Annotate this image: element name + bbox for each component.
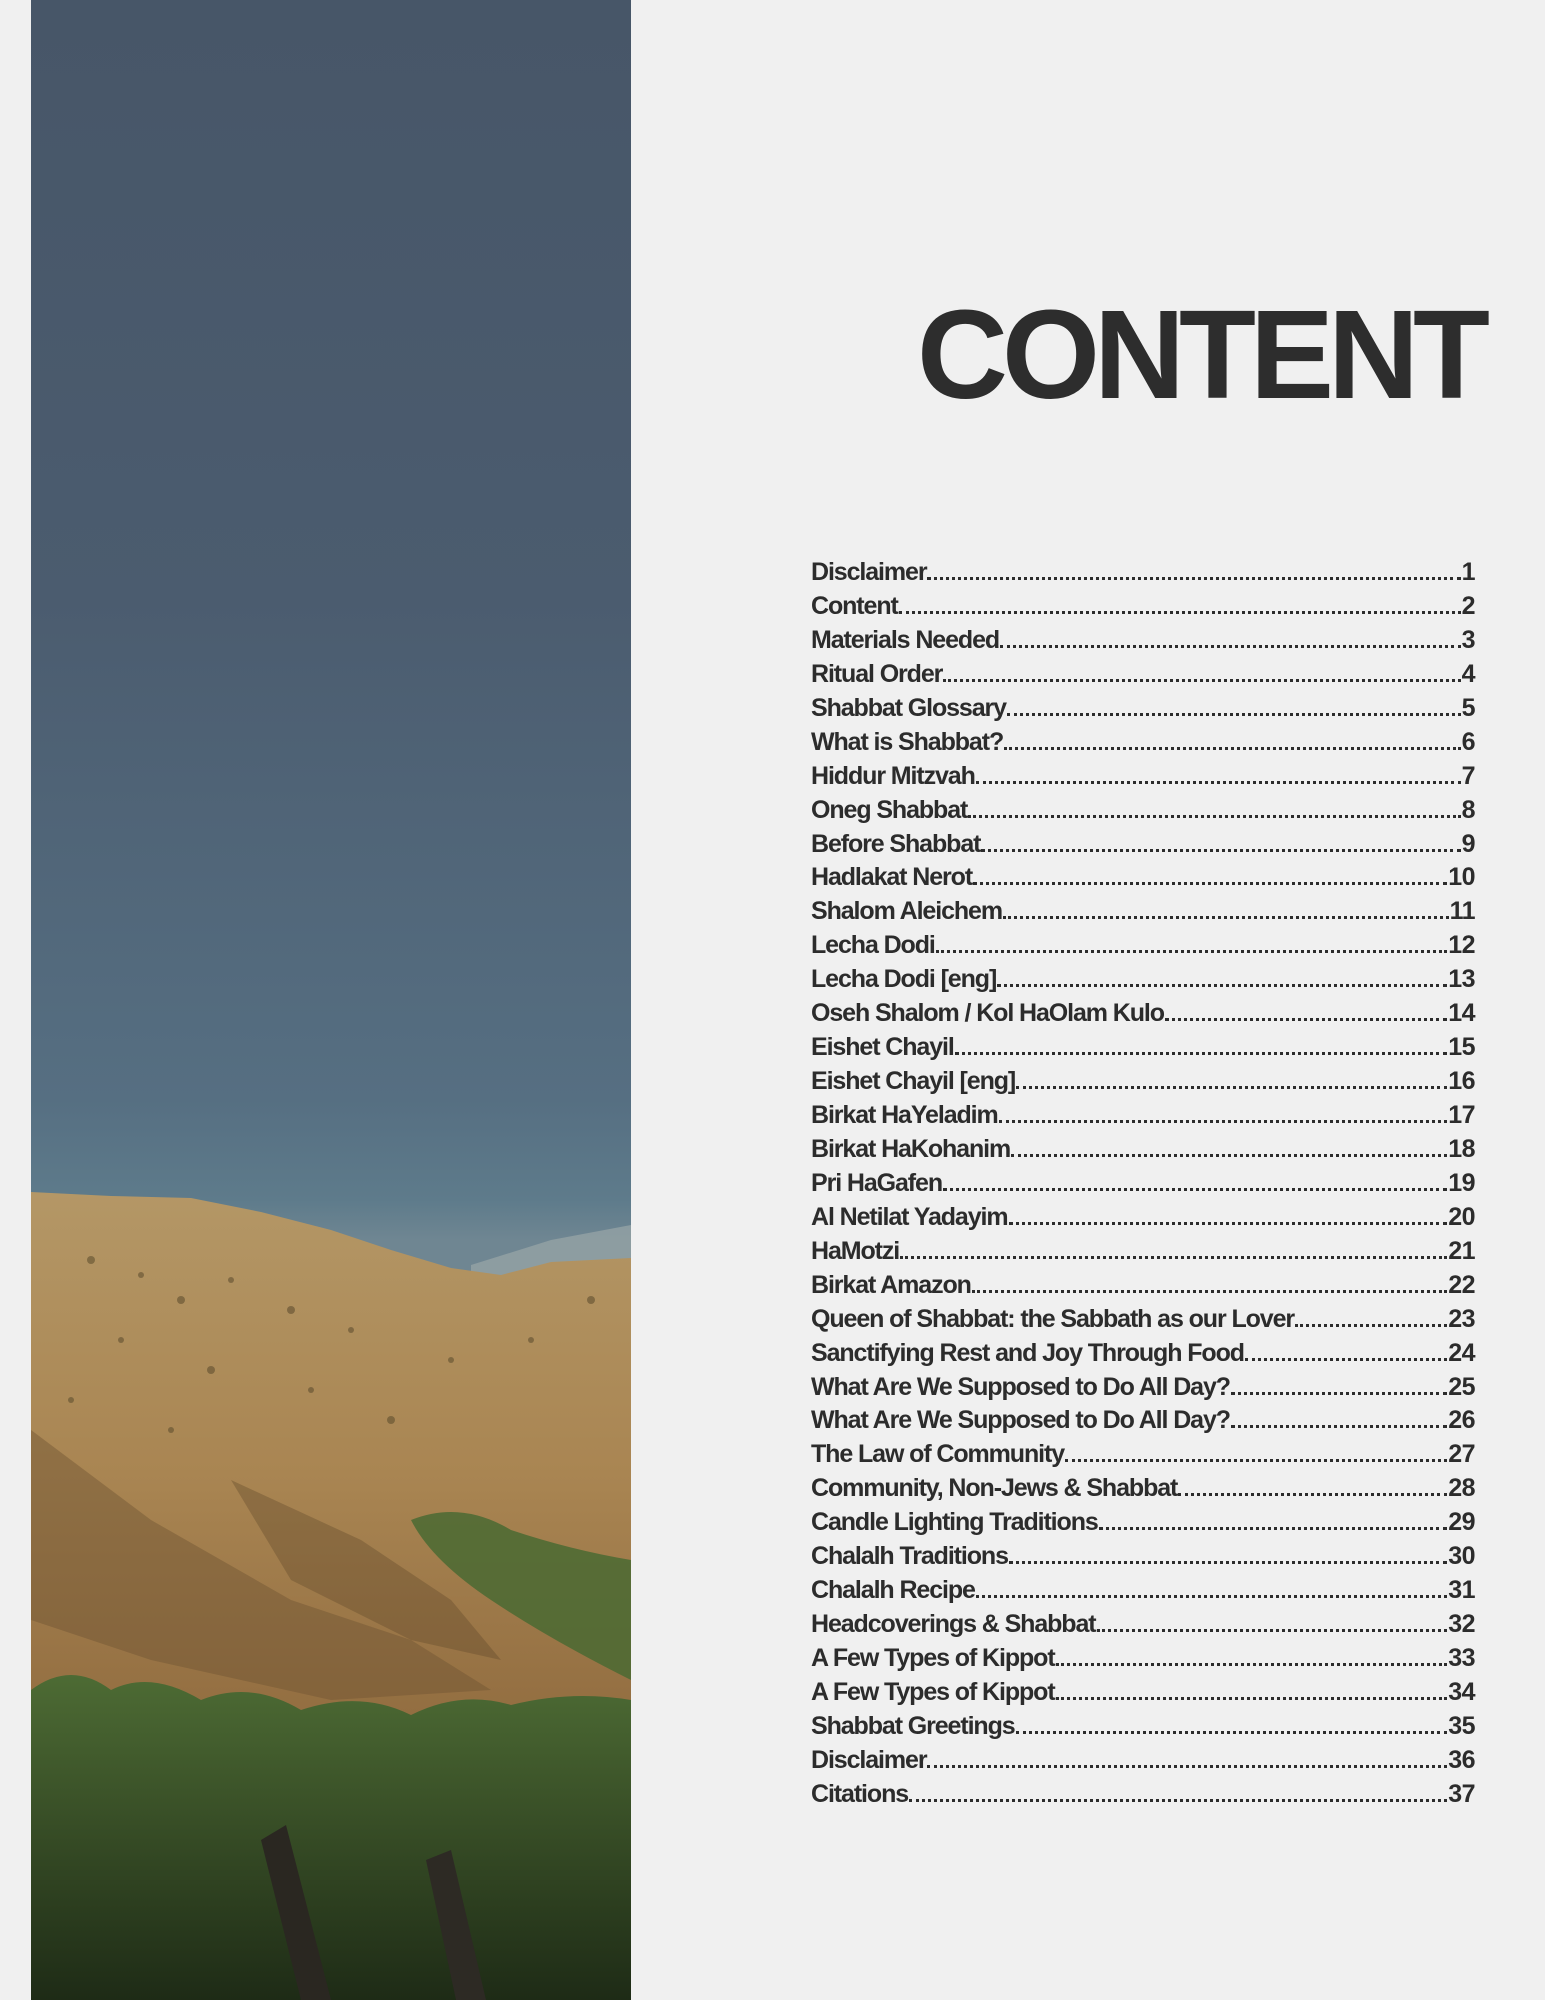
- toc-dot-leader: [927, 1759, 1447, 1768]
- toc-entry[interactable]: [811, 1440, 1475, 1474]
- toc-entry-label: Materials Needed: [811, 625, 1000, 654]
- toc-dot-leader: [936, 944, 1447, 953]
- toc-entry-label: Ritual Order: [811, 659, 943, 688]
- toc-entry-label: Shalom Aleichem: [811, 897, 1002, 926]
- toc-entry-label: What is Shabbat?: [811, 727, 1004, 756]
- toc-dot-leader: [1231, 1419, 1447, 1428]
- landscape-photo: [31, 0, 631, 2000]
- toc-entry-label: Hiddur Mitzvah: [811, 761, 975, 790]
- toc-dot-leader: [997, 978, 1447, 987]
- toc-entry[interactable]: [811, 1678, 1475, 1712]
- toc-entry-page-number: 37: [1448, 1779, 1475, 1808]
- toc-dot-leader: [1231, 1386, 1447, 1395]
- toc-entry-page-number: 9: [1461, 829, 1475, 858]
- toc-entry-label: A Few Types of Kippot: [811, 1644, 1055, 1672]
- toc-entry[interactable]: [811, 1135, 1475, 1169]
- toc-entry-page-number: 11: [1449, 897, 1475, 926]
- toc-entry[interactable]: [811, 1474, 1475, 1508]
- toc-dot-leader: [1065, 1453, 1447, 1462]
- toc-entry-page-number: 4: [1461, 659, 1475, 688]
- toc-entry-label: Headcoverings & Shabbat: [811, 1610, 1096, 1639]
- toc-dot-leader: [900, 1250, 1447, 1259]
- toc-dot-leader: [1295, 1318, 1447, 1327]
- toc-dot-leader: [1004, 741, 1460, 750]
- toc-entry-label: Birkat HaKohanim: [811, 1134, 1011, 1163]
- toc-entry-page-number: 24: [1448, 1338, 1475, 1367]
- toc-entry[interactable]: [811, 660, 1475, 694]
- toc-dot-leader: [927, 571, 1460, 580]
- toc-entry-page-number: 25: [1448, 1372, 1475, 1401]
- toc-entry[interactable]: [811, 1576, 1475, 1610]
- toc-entry-page-number: 7: [1461, 761, 1475, 790]
- toc-entry-label: Queen of Shabbat: the Sabbath as our Lover: [811, 1304, 1295, 1333]
- toc-dot-leader: [976, 1589, 1447, 1598]
- toc-dot-leader: [955, 1046, 1447, 1055]
- toc-dot-leader: [899, 605, 1461, 614]
- toc-dot-leader: [973, 876, 1447, 885]
- toc-dot-leader: [1097, 1623, 1448, 1632]
- toc-entry[interactable]: [811, 1339, 1475, 1373]
- toc-entry-label: Community, Non-Jews & Shabbat: [811, 1474, 1178, 1503]
- toc-entry-page-number: 27: [1448, 1440, 1475, 1469]
- toc-entry-page-number: 12: [1448, 931, 1475, 960]
- toc-entry-label: What Are We Supposed to Do All Day?: [811, 1372, 1230, 1401]
- toc-entry[interactable]: [811, 897, 1475, 931]
- toc-entry[interactable]: [811, 1712, 1475, 1746]
- toc-dot-leader: [909, 1793, 1447, 1802]
- toc-dot-leader: [943, 673, 1460, 682]
- toc-entry-label: Lecha Dodi: [811, 931, 935, 960]
- toc-entry[interactable]: [811, 1101, 1475, 1135]
- toc-entry-label: HaMotzi: [811, 1236, 900, 1265]
- toc-entry-page-number: 17: [1448, 1101, 1475, 1129]
- toc-dot-leader: [1056, 1657, 1448, 1666]
- toc-entry-page-number: 15: [1448, 1033, 1475, 1062]
- toc-entry-page-number: 2: [1461, 591, 1475, 620]
- toc-entry[interactable]: [811, 830, 1475, 864]
- table-of-contents: [811, 558, 1475, 1814]
- toc-entry-page-number: 36: [1448, 1745, 1475, 1774]
- toc-entry[interactable]: [811, 1067, 1475, 1101]
- toc-entry[interactable]: [811, 931, 1475, 965]
- toc-entry-page-number: 20: [1448, 1202, 1475, 1231]
- toc-entry[interactable]: [811, 762, 1475, 796]
- toc-entry[interactable]: [811, 965, 1475, 999]
- toc-entry-label: Oseh Shalom / Kol HaOlam Kulo: [811, 999, 1164, 1028]
- toc-entry-page-number: 5: [1461, 693, 1475, 722]
- toc-entry[interactable]: [811, 626, 1475, 660]
- toc-entry-page-number: 1: [1461, 558, 1475, 586]
- toc-entry-page-number: 28: [1448, 1474, 1475, 1503]
- toc-entry-label: Lecha Dodi [eng]: [811, 965, 997, 994]
- foreground-trees: [31, 1675, 631, 2000]
- toc-entry-page-number: 19: [1448, 1168, 1475, 1197]
- toc-entry-page-number: 33: [1448, 1644, 1475, 1672]
- toc-dot-leader: [1016, 1725, 1448, 1734]
- toc-entry-page-number: 35: [1448, 1711, 1475, 1740]
- toc-entry-label: Disclaimer: [811, 1745, 927, 1774]
- toc-entry-label: A Few Types of Kippot: [811, 1677, 1055, 1706]
- toc-entry-page-number: 31: [1448, 1576, 1475, 1605]
- toc-entry-label: Before Shabbat: [811, 829, 981, 858]
- landscape-illustration: [31, 0, 631, 2000]
- toc-dot-leader: [1178, 1487, 1447, 1496]
- toc-dot-leader: [1245, 1352, 1447, 1361]
- toc-entry-label: Candle Lighting Traditions: [811, 1508, 1098, 1537]
- toc-dot-leader: [968, 809, 1460, 818]
- toc-entry-page-number: 29: [1448, 1508, 1475, 1537]
- toc-entry-label: Birkat Amazon: [811, 1270, 971, 1299]
- toc-entry[interactable]: [811, 1203, 1475, 1237]
- toc-entry-label: Chalalh Recipe: [811, 1576, 975, 1605]
- toc-entry[interactable]: [811, 1780, 1475, 1814]
- toc-entry-label: Shabbat Glossary: [811, 693, 1006, 722]
- toc-entry[interactable]: [811, 1033, 1475, 1067]
- toc-entry-page-number: 32: [1448, 1610, 1475, 1639]
- toc-entry-page-number: 3: [1461, 625, 1475, 654]
- toc-entry-label: What Are We Supposed to Do All Day?: [811, 1406, 1230, 1435]
- toc-entry-page-number: 13: [1448, 965, 1475, 994]
- toc-entry-page-number: 8: [1461, 795, 1475, 824]
- toc-entry[interactable]: [811, 1644, 1475, 1678]
- toc-entry[interactable]: [811, 1373, 1475, 1407]
- toc-entry-label: Oneg Shabbat: [811, 795, 968, 824]
- toc-entry[interactable]: [811, 1406, 1475, 1440]
- toc-dot-leader: [972, 1284, 1447, 1293]
- toc-entry[interactable]: [811, 1169, 1475, 1203]
- toc-entry[interactable]: [811, 1305, 1475, 1339]
- page-title: CONTENT: [917, 284, 1484, 425]
- toc-entry[interactable]: [811, 694, 1475, 728]
- toc-entry-page-number: 22: [1448, 1270, 1475, 1299]
- toc-dot-leader: [1165, 1012, 1447, 1021]
- toc-dot-leader: [1003, 910, 1449, 919]
- toc-dot-leader: [1007, 707, 1461, 716]
- toc-entry-page-number: 23: [1448, 1304, 1475, 1333]
- toc-entry-page-number: 10: [1448, 863, 1475, 892]
- toc-entry-label: Citations: [811, 1779, 909, 1808]
- toc-dot-leader: [1011, 1148, 1447, 1157]
- toc-entry-page-number: 18: [1448, 1134, 1475, 1163]
- toc-entry-label: Hadlakat Nerot: [811, 863, 973, 892]
- toc-entry[interactable]: [811, 1271, 1475, 1305]
- toc-entry-page-number: 34: [1448, 1677, 1475, 1706]
- toc-entry[interactable]: [811, 1508, 1475, 1542]
- toc-dot-leader: [943, 1182, 1447, 1191]
- toc-entry-page-number: 16: [1448, 1067, 1475, 1096]
- toc-dot-leader: [1009, 1216, 1448, 1225]
- toc-entry-label: Sanctifying Rest and Joy Through Food: [811, 1338, 1244, 1367]
- toc-entry[interactable]: [811, 558, 1475, 592]
- toc-entry[interactable]: [811, 1542, 1475, 1576]
- toc-dot-leader: [999, 1114, 1448, 1123]
- toc-entry[interactable]: [811, 863, 1475, 897]
- toc-entry-label: Content: [811, 591, 898, 620]
- toc-dot-leader: [1099, 1521, 1448, 1530]
- toc-entry[interactable]: [811, 796, 1475, 830]
- toc-dot-leader: [1056, 1691, 1448, 1700]
- toc-entry-label: Chalalh Traditions: [811, 1542, 1008, 1571]
- toc-entry-label: Al Netilat Yadayim: [811, 1202, 1008, 1231]
- toc-entry-label: Birkat HaYeladim: [811, 1101, 998, 1129]
- toc-entry-label: Shabbat Greetings: [811, 1711, 1015, 1740]
- toc-entry-page-number: 21: [1448, 1236, 1475, 1265]
- toc-entry-label: Pri HaGafen: [811, 1168, 943, 1197]
- toc-entry-page-number: 30: [1448, 1542, 1475, 1571]
- toc-dot-leader: [1009, 1555, 1447, 1564]
- toc-dot-leader: [981, 843, 1460, 852]
- toc-entry[interactable]: [811, 592, 1475, 626]
- toc-dot-leader: [1000, 639, 1461, 648]
- toc-entry-label: Eishet Chayil [eng]: [811, 1067, 1016, 1096]
- toc-dot-leader: [976, 775, 1461, 784]
- toc-entry-page-number: 26: [1448, 1406, 1475, 1435]
- toc-entry[interactable]: [811, 999, 1475, 1033]
- toc-entry-label: The Law of Community: [811, 1440, 1065, 1469]
- toc-entry[interactable]: [811, 728, 1475, 762]
- toc-entry[interactable]: [811, 1746, 1475, 1780]
- toc-entry-page-number: 6: [1461, 727, 1475, 756]
- toc-entry-label: Eishet Chayil: [811, 1033, 954, 1062]
- toc-entry[interactable]: [811, 1237, 1475, 1271]
- toc-entry-page-number: 14: [1448, 999, 1475, 1028]
- toc-entry-label: Disclaimer: [811, 558, 927, 586]
- toc-dot-leader: [1016, 1080, 1447, 1089]
- toc-entry[interactable]: [811, 1610, 1475, 1644]
